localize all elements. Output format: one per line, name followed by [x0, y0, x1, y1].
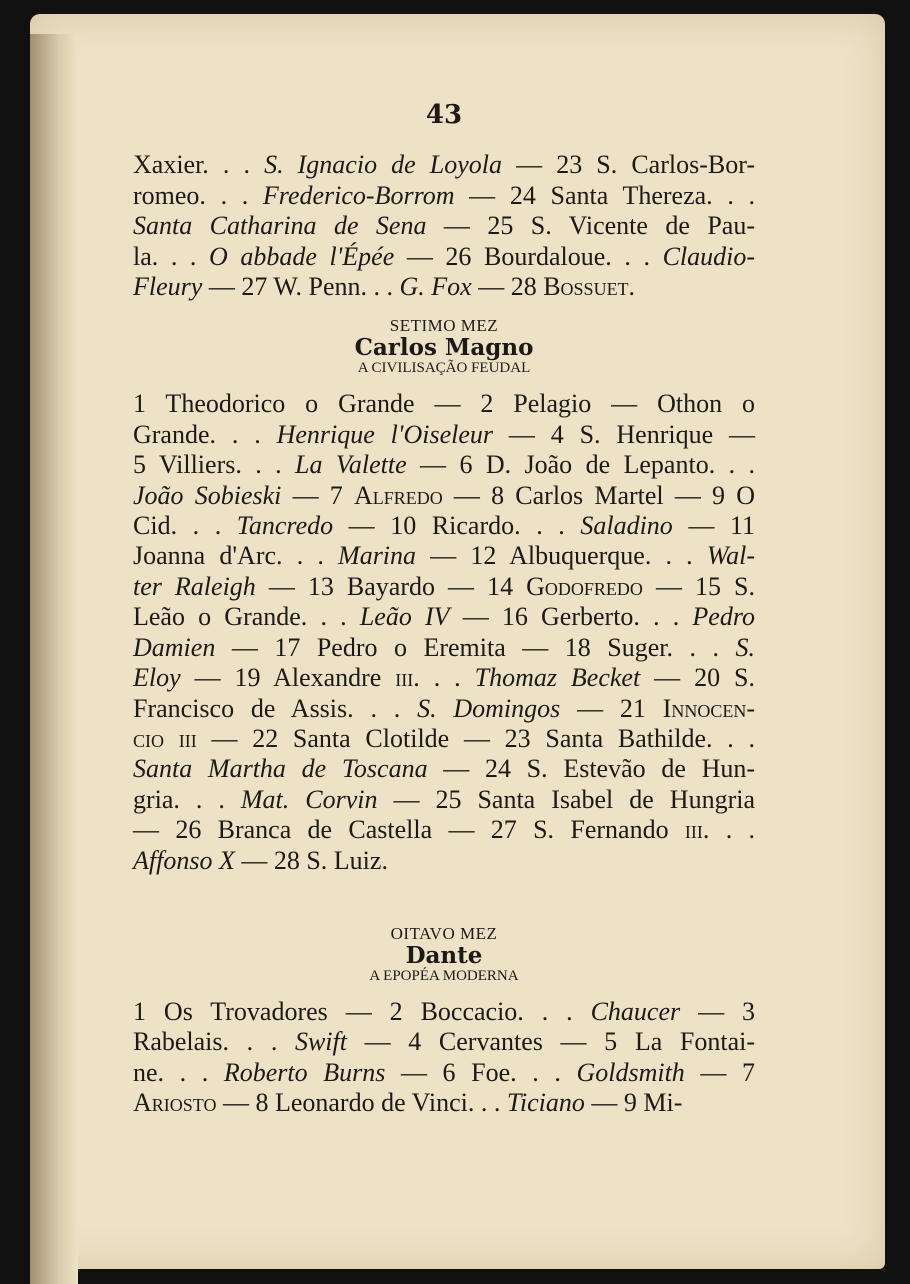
- text-run: — 9 Mi-: [584, 1088, 683, 1118]
- italic-name: Santa Martha de Toscana: [133, 754, 428, 784]
- text-line: [133, 724, 755, 754]
- text-run: — 24 Santa Thereza. . .: [454, 180, 755, 210]
- italic-name: Henrique l'Oiseleur: [276, 419, 493, 449]
- text-run: — 11: [672, 511, 755, 541]
- text-run: — 19 Alexandre: [180, 663, 396, 693]
- italic-name: Pedro: [692, 602, 755, 632]
- italic-name: La Valette: [295, 450, 407, 480]
- paragraph-oitavo-mez: [133, 997, 755, 1119]
- text-run: — 4 Cervantes — 5 La Fontai-: [346, 1027, 755, 1057]
- text-run: Cid. . .: [133, 511, 237, 541]
- text-line: [133, 815, 755, 845]
- italic-name: Fleury: [133, 272, 203, 302]
- text-run: — 26 Branca de Castella — 27 S. Fernando: [133, 815, 685, 845]
- month-heading-setimo: SETIMO MEZ: [389, 316, 499, 336]
- text-line: [133, 150, 755, 180]
- text-run: — 22 Santa Clotilde — 23 Santa Bathilde. . .: [196, 723, 755, 753]
- page-gutter-shadow: [30, 34, 78, 1284]
- italic-name: Leão IV: [359, 602, 450, 632]
- text-run: romeo. . .: [133, 180, 263, 210]
- italic-name: O abbade l'Épée: [209, 241, 395, 271]
- text-run: Xaxier. . .: [133, 150, 265, 180]
- text-run: — 10 Ricardo. . .: [333, 511, 581, 541]
- italic-name: Tancredo: [236, 511, 334, 541]
- italic-name: Mat. Corvin: [240, 784, 378, 814]
- text-run: — 16 Gerberto. . .: [449, 602, 693, 632]
- italic-name: Santa Catharina de Sena: [133, 211, 427, 241]
- text-run: . . .: [413, 663, 475, 693]
- month-subtitle-epopea-moderna: A EPOPÉA MODERNA: [369, 967, 519, 984]
- italic-name: Ticiano: [506, 1088, 585, 1118]
- smallcaps-name: iii: [395, 663, 414, 693]
- text-run: — 20 S.: [640, 663, 756, 693]
- text-run: — 12 Albuquerque. . .: [416, 541, 707, 571]
- text-run: Leão o Grande. . .: [133, 602, 360, 632]
- text-run: — 15 S.: [642, 571, 755, 601]
- text-run: Rabelais. . .: [133, 1027, 295, 1057]
- text-line: [133, 572, 755, 602]
- text-run: Grande. . .: [133, 419, 277, 449]
- page-text: [133, 100, 755, 1119]
- italic-name: Chaucer: [590, 996, 681, 1026]
- text-line: [133, 541, 755, 571]
- month-heading-oitavo: OITAVO MEZ: [390, 923, 498, 943]
- text-run: Francisco de Assis. . .: [133, 693, 418, 723]
- smallcaps-name: Alfredo: [353, 480, 443, 510]
- text-run: — 25 S. Vicente de Pau-: [426, 211, 755, 241]
- italic-name: Affonso X: [133, 845, 235, 875]
- text-run: — 6 D. João de Lepanto. . .: [406, 450, 755, 480]
- text-run: — 21: [560, 693, 663, 723]
- text-run: — 4 S. Henrique —: [493, 419, 756, 449]
- smallcaps-name: Ariosto: [133, 1088, 217, 1118]
- text-run: — 3: [680, 996, 756, 1026]
- text-run: . . .: [702, 815, 755, 845]
- paragraph-sexto-mez-end: [133, 150, 755, 302]
- italic-name: Wal-: [706, 541, 755, 571]
- italic-name: Goldsmith: [576, 1057, 685, 1087]
- italic-name: Claudio-: [662, 241, 756, 271]
- section-gap: [133, 876, 755, 910]
- text-run: — 26 Bourdaloue. . .: [394, 241, 663, 271]
- italic-name: ter Raleigh: [133, 571, 256, 601]
- italic-name: G. Fox: [399, 272, 472, 302]
- italic-name: Eloy: [133, 663, 181, 693]
- text-run: — 7: [684, 1057, 755, 1087]
- page-number: 43: [425, 100, 463, 130]
- italic-name: S. Domingos: [417, 693, 561, 723]
- text-line: [133, 242, 755, 272]
- text-run: — 13 Bayardo — 14: [255, 571, 527, 601]
- text-run: — 25 Santa Isabel de Hungria: [377, 784, 755, 814]
- text-line: [133, 846, 755, 876]
- text-run: 1 Os Trovadores — 2 Boccacio. . .: [133, 996, 591, 1026]
- text-run: gria. . .: [133, 784, 241, 814]
- text-run: — 24 S. Estevão de Hun-: [427, 754, 755, 784]
- text-run: 5 Villiers. . .: [133, 450, 296, 480]
- italic-name: Roberto Burns: [223, 1057, 386, 1087]
- smallcaps-name: Innocen-: [662, 693, 756, 723]
- text-run: — 28 S. Luiz.: [234, 845, 388, 875]
- italic-name: Frederico-Borrom: [262, 180, 455, 210]
- text-run: — 27 W. Penn. . .: [202, 272, 400, 302]
- text-line: [133, 1058, 755, 1088]
- italic-name: Saladino: [580, 511, 673, 541]
- text-line: [133, 481, 755, 511]
- text-line: [133, 511, 755, 541]
- text-line: [133, 1027, 755, 1057]
- text-line: [133, 754, 755, 784]
- paragraph-setimo-mez: [133, 389, 755, 876]
- italic-name: S.: [735, 632, 755, 662]
- text-line: [133, 1088, 755, 1118]
- text-line: [133, 389, 755, 419]
- text-line: [133, 450, 755, 480]
- smallcaps-name: cio iii: [133, 723, 197, 753]
- text-run: — 17 Pedro o Eremita — 18 Suger. . .: [215, 632, 736, 662]
- italic-name: Swift: [294, 1027, 347, 1057]
- text-run: — 23 S. Carlos-Bor-: [502, 150, 755, 180]
- text-line: [133, 633, 755, 663]
- italic-name: Marina: [338, 541, 417, 571]
- text-line: [133, 694, 755, 724]
- smallcaps-name: iii: [684, 815, 703, 845]
- smallcaps-name: Bossuet.: [543, 272, 636, 302]
- italic-name: S. Ignacio de Loyola: [264, 150, 503, 180]
- text-run: la. . .: [133, 241, 210, 271]
- text-run: — 28: [471, 272, 544, 302]
- italic-name: Damien: [133, 632, 216, 662]
- text-line: [133, 272, 755, 302]
- text-line: [133, 420, 755, 450]
- month-patron-dante: Dante: [405, 941, 483, 969]
- text-run: Joanna d'Arc. . .: [133, 541, 339, 571]
- text-run: ne. . .: [133, 1057, 224, 1087]
- text-run: 1 Theodorico o Grande — 2 Pelagio — Othon o: [133, 389, 755, 419]
- text-line: [133, 997, 755, 1027]
- month-patron-carlos-magno: Carlos Magno: [354, 334, 534, 362]
- month-subtitle-civilisacao-feudal: A CIVILISAÇÃO FEUDAL: [357, 360, 531, 377]
- text-run: — 7: [281, 480, 354, 510]
- italic-name: Thomaz Becket: [474, 663, 641, 693]
- text-line: [133, 211, 755, 241]
- smallcaps-name: Godofredo: [526, 571, 643, 601]
- text-run: — 8 Carlos Martel — 9 O: [442, 480, 755, 510]
- text-run: — 6 Foe. . .: [385, 1057, 577, 1087]
- italic-name: João Sobieski: [133, 480, 282, 510]
- text-line: [133, 663, 755, 693]
- text-line: [133, 785, 755, 815]
- text-run: — 8 Leonardo de Vinci. . .: [216, 1088, 507, 1118]
- text-line: [133, 602, 755, 632]
- text-line: [133, 181, 755, 211]
